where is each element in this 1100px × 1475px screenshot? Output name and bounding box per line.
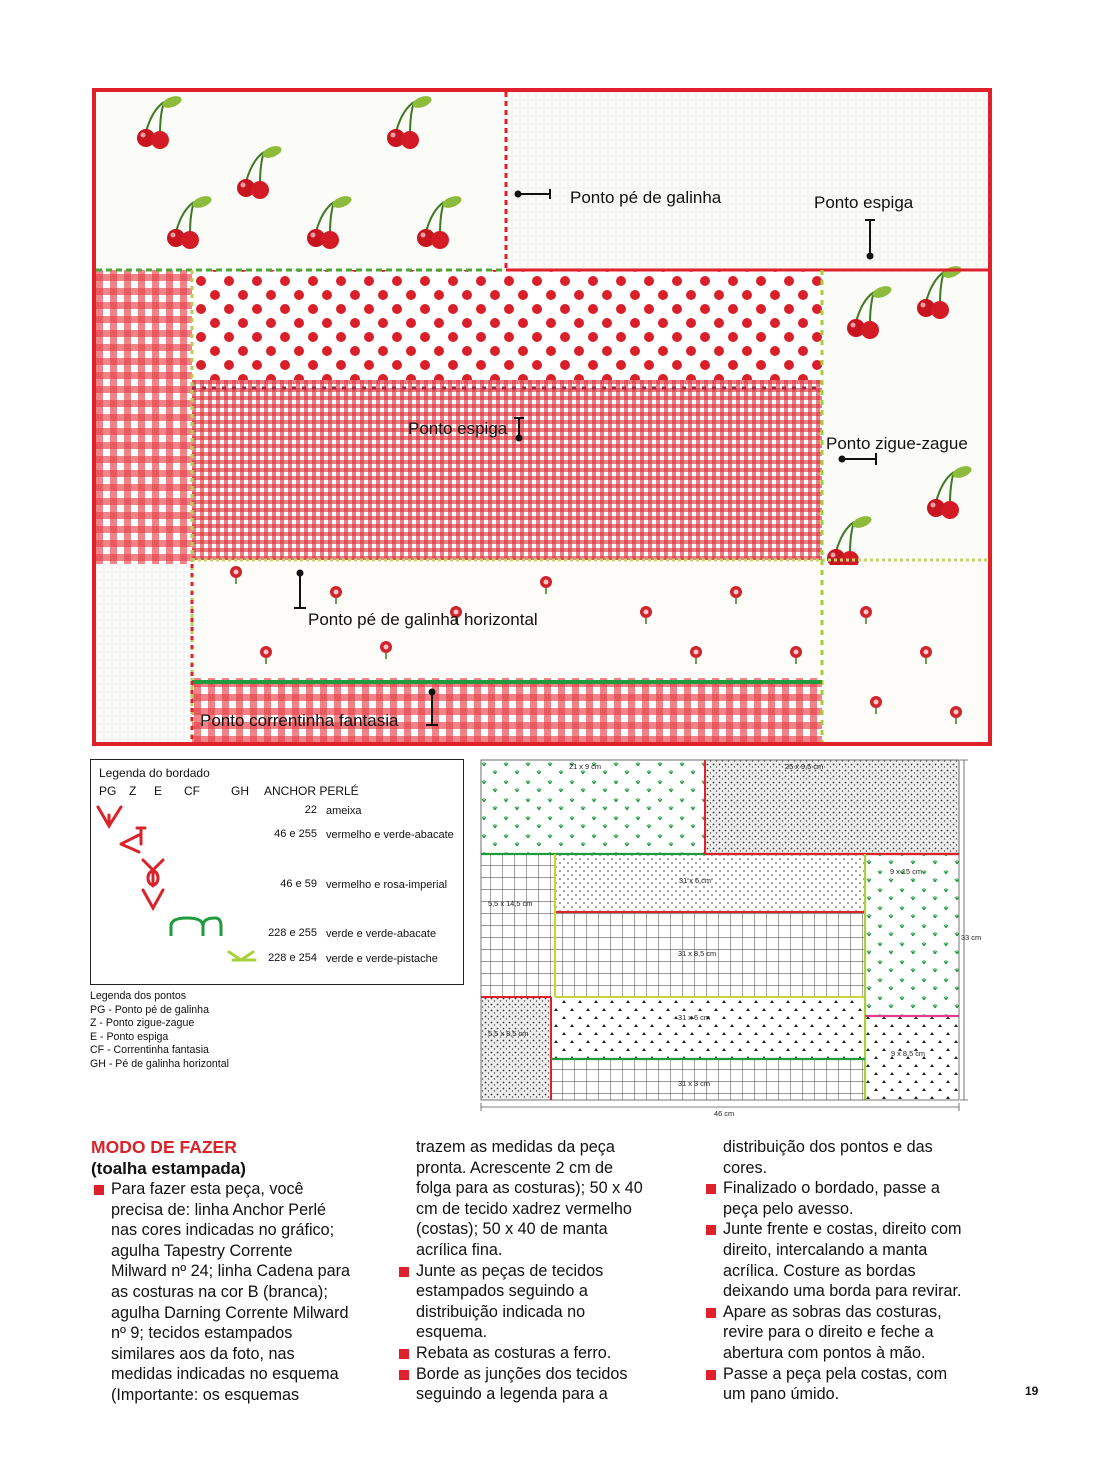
legend-title: Legenda do bordado — [99, 766, 210, 780]
instruction-bullet-line: Para fazer esta peça, você — [91, 1179, 391, 1200]
label-ponto-espiga-top: Ponto espiga — [814, 193, 914, 212]
abbr-item: PG - Ponto pé de galinha — [90, 1003, 209, 1016]
marker-correntinha — [426, 687, 438, 731]
label-ponto-zigue-zague: Ponto zigue-zague — [826, 434, 968, 453]
pg-stitch-icon — [98, 807, 121, 826]
legend-row-2-number: 46 e 255 — [274, 828, 317, 840]
legend-header-anchor: ANCHOR PERLÉ — [264, 784, 359, 798]
instruction-line: nas cores indicadas no gráfico; — [111, 1221, 335, 1240]
instructions-subheading: (toalha estampada) — [91, 1159, 246, 1178]
abbr-item: GH - Pé de galinha horizontal — [90, 1057, 229, 1070]
dim-e: 5,5 x 14,5 cm — [488, 899, 533, 908]
instruction-bullet-line: Junte as peças de tecidos — [396, 1261, 696, 1282]
instruction-bullet-line: Rebata as costuras a ferro. — [396, 1343, 696, 1364]
instruction-line: abertura com pontos à mão. — [723, 1343, 926, 1362]
instruction-line: (Importante: os esquemas — [111, 1385, 300, 1404]
instruction-line: deixando uma borda para revirar. — [723, 1282, 962, 1301]
instruction-line: nº 9; tecidos estampados — [111, 1324, 293, 1343]
instruction-line: agulha Darning Corrente Milward — [111, 1303, 349, 1322]
instruction-line: folga para as costuras); 50 x 40 — [416, 1179, 643, 1198]
instruction-line: agulha Tapestry Corrente — [111, 1241, 293, 1260]
abbr-title: Legenda dos pontos — [90, 990, 187, 1002]
instruction-line: acrílica fina. — [416, 1240, 503, 1259]
marker-zigue-zague — [838, 453, 882, 465]
abbr-item: Z - Ponto zigue-zague — [90, 1017, 195, 1030]
patchwork-photo — [92, 88, 992, 746]
correntinha-stitch-icon — [171, 918, 221, 936]
dim-f: 31 x 8,5 cm — [678, 949, 717, 958]
dim-d: 9 x 15 cm — [890, 867, 923, 876]
label-ponto-pe-galinha: Ponto pé de galinha — [570, 188, 722, 207]
instruction-line: similares aos da foto, nas — [111, 1344, 295, 1363]
instruction-line: as costuras na cor B (branca); — [111, 1282, 328, 1301]
legend-header-pg: PG — [99, 784, 117, 798]
instruction-bullet-line: Borde as junções dos tecidos — [396, 1364, 696, 1385]
label-ponto-correntinha: Ponto correntinha fantasia — [200, 711, 399, 730]
instruction-line: (costas); 50 x 40 de manta — [416, 1220, 608, 1239]
instruction-bullet-line: Passe a peça pela costas, com — [703, 1364, 1003, 1385]
marker-espiga-mid — [514, 416, 526, 444]
dim-j: 9 x 8,5 cm — [891, 1049, 926, 1058]
instruction-line: acrílica. Costure as bordas — [723, 1261, 916, 1280]
instructions-col-1 — [91, 1137, 391, 1406]
dim-l: 46 cm — [714, 1109, 735, 1118]
instruction-line: direito, intercalando a manta — [723, 1240, 928, 1259]
instruction-line: seguindo a legenda para a — [416, 1385, 608, 1404]
espiga-stitch-icon — [143, 860, 163, 908]
gh-stitch-icon — [229, 952, 255, 960]
legend-header-e: E — [154, 784, 163, 798]
instruction-line: revire para o direito e feche a — [723, 1323, 934, 1342]
legend-row-4-number: 228 e 255 — [268, 927, 317, 939]
legend-row-5-colors: verde e verde-pistache — [326, 953, 438, 965]
legend-row-1-number: 22 — [304, 804, 317, 816]
dim-a: 21 x 9 cm — [569, 762, 602, 771]
legend-row-1-colors: ameixa — [326, 805, 362, 817]
instructions-heading: MODO DE FAZER — [91, 1137, 237, 1157]
legend-row-5-number: 228 e 254 — [268, 952, 317, 964]
instruction-line: cores. — [723, 1158, 768, 1177]
instruction-line: peça pelo avesso. — [723, 1199, 854, 1218]
marker-espiga-top — [865, 218, 875, 260]
instruction-bullet-line: Finalizado o bordado, passe a — [703, 1178, 1003, 1199]
legend-header-z: Z — [129, 784, 137, 798]
instruction-line: pronta. Acrescente 2 cm de — [416, 1158, 614, 1177]
legend-row-4-colors: verde e verde-abacate — [326, 928, 437, 940]
marker-pe-galinha-horizontal — [294, 568, 306, 612]
zigzag-stitch-icon — [121, 828, 145, 852]
label-ponto-espiga-mid: Ponto espiga — [408, 419, 508, 438]
instruction-line: medidas indicadas no esquema — [111, 1365, 339, 1384]
instruction-bullet-line: Apare as sobras das costuras, — [703, 1302, 1003, 1323]
dim-i: 5,5 x 8,5 cm — [488, 1029, 529, 1038]
legend-header-cf: CF — [184, 784, 200, 798]
instruction-line: distribuição indicada no — [416, 1302, 586, 1321]
page-number: 19 — [1025, 1384, 1039, 1398]
dim-c: 31 x 6 cm — [679, 876, 712, 885]
assembly-scheme — [478, 757, 998, 1122]
instruction-line: Milward nº 24; linha Cadena para — [111, 1262, 350, 1281]
instruction-line: trazem as medidas da peça — [416, 1138, 615, 1156]
dim-b: 25 x 9,5 cm — [785, 762, 824, 771]
legend-row-3-number: 46 e 59 — [280, 878, 317, 890]
abbr-item: E - Ponto espiga — [90, 1030, 169, 1043]
instruction-line: esquema. — [416, 1323, 488, 1342]
legend-row-3-colors: vermelho e rosa-imperial — [326, 879, 448, 891]
embroidery-legend — [90, 759, 464, 985]
legend-header-gh: GH — [231, 784, 249, 798]
instructions-col-3 — [703, 1137, 1003, 1405]
instruction-bullet-line: Junte frente e costas, direito com — [703, 1219, 1003, 1240]
instruction-line: estampados seguindo a — [416, 1282, 588, 1301]
label-ponto-pe-galinha-horizontal: Ponto pé de galinha horizontal — [308, 610, 538, 629]
instructions-col-2 — [396, 1137, 696, 1405]
instruction-line: distribuição dos pontos e das — [723, 1138, 933, 1156]
legend-row-2-colors: vermelho e verde-abacate — [326, 829, 454, 841]
stitch-abbreviations — [90, 990, 229, 1072]
dim-h: 31 x 6 cm — [678, 1013, 711, 1022]
instruction-line: precisa de: linha Anchor Perlé — [111, 1200, 327, 1219]
instruction-line: cm de tecido xadrez vermelho — [416, 1199, 632, 1218]
marker-pe-galinha-top — [514, 189, 554, 199]
dim-k: 31 x 3 cm — [678, 1079, 711, 1088]
abbr-item: CF - Correntinha fantasia — [90, 1044, 209, 1057]
instruction-line: um pano úmido. — [723, 1385, 840, 1404]
dim-g: 33 cm — [961, 933, 982, 942]
